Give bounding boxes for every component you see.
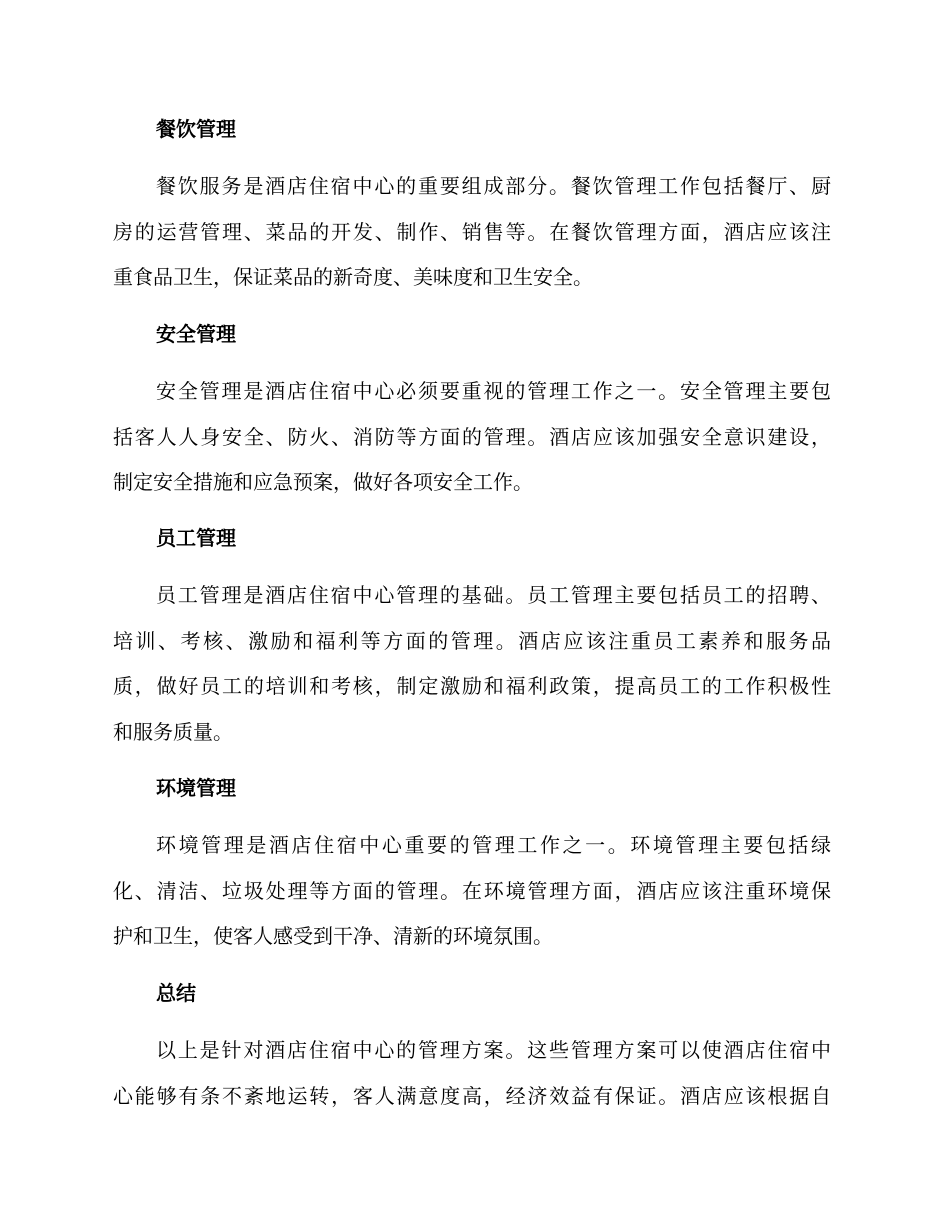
paragraph-line: 员工管理是酒店住宿中心管理的基础。员工管理主要包括员工的招聘、 (156, 583, 831, 607)
paragraph-line: 化、清洁、垃圾处理等方面的管理。在环境管理方面，酒店应该注重环境保 (113, 878, 831, 903)
paragraph-line: 质，做好员工的培训和考核，制定激励和福利政策，提高员工的工作积极性 (113, 674, 831, 699)
paragraph-line: 房的运营管理、菜品的开发、制作、销售等。在餐饮管理方面，酒店应该注 (113, 219, 831, 244)
paragraph-line: 餐饮服务是酒店住宿中心的重要组成部分。餐饮管理工作包括餐厅、厨 (156, 174, 831, 198)
section-heading-environment: 环境管理 (156, 776, 236, 800)
paragraph-line: 护和卫生，使客人感受到干净、清新的环境氛围。 (113, 924, 553, 949)
section-heading-catering: 餐饮管理 (156, 117, 236, 141)
paragraph-line: 以上是针对酒店住宿中心的管理方案。这些管理方案可以使酒店住宿中 (156, 1038, 831, 1062)
section-paragraph-summary (113, 1028, 831, 1119)
section-paragraph-catering (113, 164, 831, 301)
section-paragraph-safety (113, 369, 831, 506)
section-heading-staff: 员工管理 (156, 526, 236, 550)
section-paragraph-environment (113, 823, 831, 960)
paragraph-line: 制定安全措施和应急预案，做好各项安全工作。 (113, 470, 533, 495)
paragraph-line: 括客人人身安全、防火、消防等方面的管理。酒店应该加强安全意识建设， (113, 424, 831, 449)
paragraph-line: 安全管理是酒店住宿中心必须要重视的管理工作之一。安全管理主要包 (156, 379, 831, 403)
paragraph-line: 和服务质量。 (113, 720, 233, 745)
section-paragraph-staff (113, 573, 831, 756)
paragraph-line: 环境管理是酒店住宿中心重要的管理工作之一。环境管理主要包括绿 (156, 833, 831, 857)
paragraph-line: 培训、考核、激励和福利等方面的管理。酒店应该注重员工素养和服务品 (113, 628, 831, 653)
section-heading-safety: 安全管理 (156, 322, 236, 346)
paragraph-line: 重食品卫生，保证菜品的新奇度、美味度和卫生安全。 (113, 265, 593, 290)
paragraph-line: 心能够有条不紊地运转，客人满意度高，经济效益有保证。酒店应该根据自 (113, 1083, 831, 1108)
section-heading-summary: 总结 (156, 981, 196, 1005)
